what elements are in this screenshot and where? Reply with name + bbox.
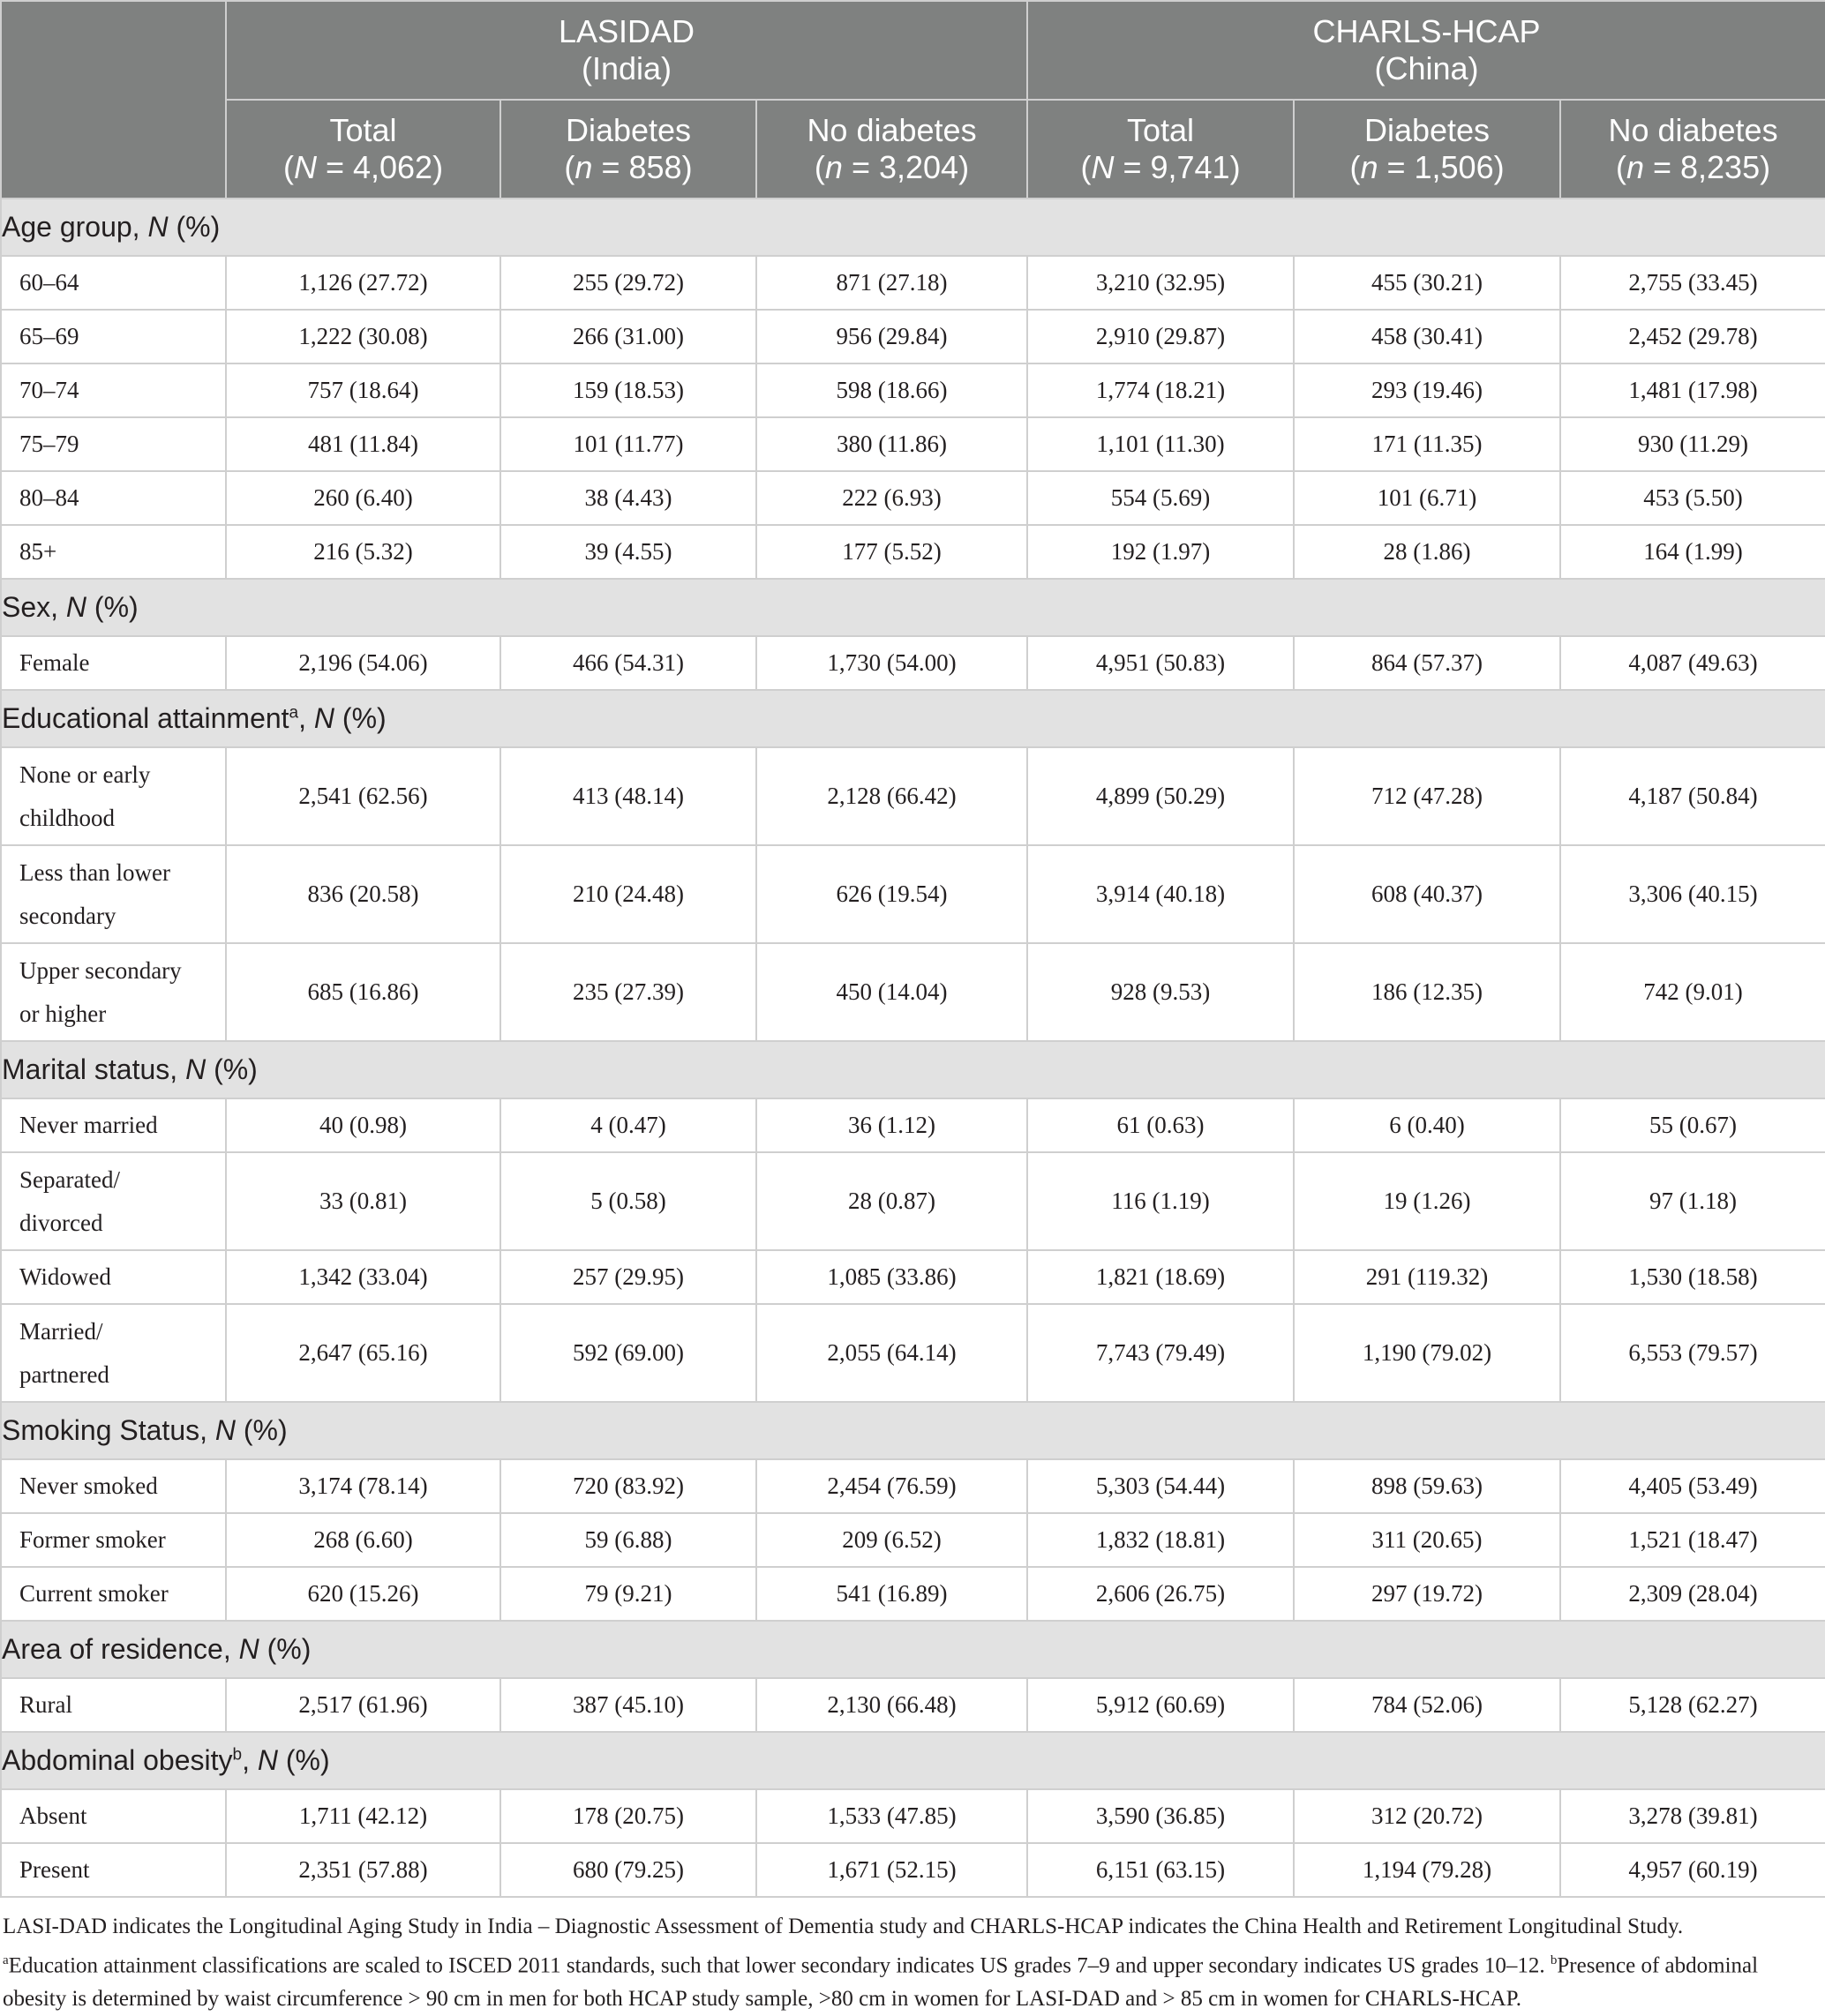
value-cell: 1,521 (18.47)	[1560, 1513, 1825, 1567]
row-label-text: 80–84	[19, 484, 79, 511]
value-cell: 192 (1.97)	[1027, 525, 1294, 579]
section-unit-suffix: (%)	[259, 1633, 312, 1665]
value-cell: 297 (19.72)	[1294, 1567, 1560, 1621]
value-cell: 5,912 (60.69)	[1027, 1678, 1294, 1732]
row-label	[1, 1459, 226, 1513]
value-cell: 177 (5.52)	[756, 525, 1027, 579]
column-header: Total (N = 9,741)	[1027, 100, 1294, 199]
group-country: (China)	[1374, 50, 1479, 86]
row-label	[1, 747, 226, 845]
row-label-text: 75–79	[19, 431, 79, 457]
value-cell: 1,832 (18.81)	[1027, 1513, 1294, 1567]
value-cell: 6,553 (79.57)	[1560, 1304, 1825, 1402]
row-label	[1, 1304, 226, 1402]
section-title: Educational attainment$^a$, N (%)	[1, 690, 1825, 747]
value-cell: 742 (9.01)	[1560, 943, 1825, 1041]
count-value: 8,235	[1680, 149, 1761, 185]
column-header: Total (N = 4,062)	[226, 100, 500, 199]
value-cell: 757 (18.64)	[226, 363, 500, 417]
value-cell: 2,454 (76.59)	[756, 1459, 1027, 1513]
section-title-text: Smoking Status	[2, 1414, 200, 1446]
value-cell: 1,101 (11.30)	[1027, 417, 1294, 471]
footnote-marker: b	[1550, 1953, 1558, 1967]
section-unit-suffix: (%)	[86, 591, 139, 623]
row-label	[1, 363, 226, 417]
count-symbol: n	[1626, 149, 1644, 185]
value-cell: 2,128 (66.42)	[756, 747, 1027, 845]
row-label	[1, 310, 226, 363]
row-label-text: divorced	[19, 1209, 103, 1236]
value-cell: 5,303 (54.44)	[1027, 1459, 1294, 1513]
value-cell: 620 (15.26)	[226, 1567, 500, 1621]
count-symbol: n	[1360, 149, 1378, 185]
section-header-row	[1, 1041, 1825, 1098]
section-title: Area of residence, N (%)	[1, 1621, 1825, 1678]
value-cell: 466 (54.31)	[500, 636, 756, 690]
row-label	[1, 1098, 226, 1152]
table-row	[1, 1459, 1825, 1513]
value-cell: 1,222 (30.08)	[226, 310, 500, 363]
row-label-text: Female	[19, 649, 90, 676]
value-cell: 171 (11.35)	[1294, 417, 1560, 471]
value-cell: 4,405 (53.49)	[1560, 1459, 1825, 1513]
section-unit-suffix: (%)	[236, 1414, 288, 1446]
row-label	[1, 1152, 226, 1250]
value-cell: 36 (1.12)	[756, 1098, 1027, 1152]
column-header: Diabetes (n = 858)	[500, 100, 756, 199]
value-cell: 260 (6.40)	[226, 471, 500, 525]
value-cell: 2,910 (29.87)	[1027, 310, 1294, 363]
value-cell: 930 (11.29)	[1560, 417, 1825, 471]
value-cell: 311 (20.65)	[1294, 1513, 1560, 1567]
value-cell: 312 (20.72)	[1294, 1789, 1560, 1843]
value-cell: 209 (6.52)	[756, 1513, 1027, 1567]
value-cell: 450 (14.04)	[756, 943, 1027, 1041]
row-label-text: partnered	[19, 1360, 109, 1388]
value-cell: 481 (11.84)	[226, 417, 500, 471]
value-cell: 7,743 (79.49)	[1027, 1304, 1294, 1402]
value-cell: 458 (30.41)	[1294, 310, 1560, 363]
footnote-marker: a	[289, 703, 299, 723]
table-row	[1, 943, 1825, 1041]
value-cell: 453 (5.50)	[1560, 471, 1825, 525]
row-label-text: Upper secondary	[19, 956, 182, 984]
value-cell: 2,452 (29.78)	[1560, 310, 1825, 363]
value-cell: 1,481 (17.98)	[1560, 363, 1825, 417]
value-cell: 38 (4.43)	[500, 471, 756, 525]
value-cell: 235 (27.39)	[500, 943, 756, 1041]
value-cell: 28 (0.87)	[756, 1152, 1027, 1250]
value-cell: 6,151 (63.15)	[1027, 1843, 1294, 1897]
count-symbol: N	[293, 149, 317, 185]
value-cell: 1,194 (79.28)	[1294, 1843, 1560, 1897]
row-label-text: Never smoked	[19, 1473, 158, 1499]
row-label	[1, 636, 226, 690]
value-cell: 178 (20.75)	[500, 1789, 756, 1843]
value-cell: 3,174 (78.14)	[226, 1459, 500, 1513]
value-cell: 380 (11.86)	[756, 417, 1027, 471]
row-label	[1, 1250, 226, 1304]
table-row	[1, 417, 1825, 471]
row-label-text: 60–64	[19, 269, 79, 296]
value-cell: 257 (29.95)	[500, 1250, 756, 1304]
value-cell: 1,085 (33.86)	[756, 1250, 1027, 1304]
table-row	[1, 1152, 1825, 1250]
value-cell: 1,533 (47.85)	[756, 1789, 1027, 1843]
value-cell: 608 (40.37)	[1294, 845, 1560, 943]
section-unit: N	[214, 1414, 236, 1446]
column-name: Diabetes	[565, 112, 692, 148]
section-title-text: Sex	[2, 591, 51, 623]
footnote-marker: a	[3, 1953, 9, 1967]
value-cell: 39 (4.55)	[500, 525, 756, 579]
section-title-text: Marital status	[2, 1053, 170, 1085]
value-cell: 1,730 (54.00)	[756, 636, 1027, 690]
row-label	[1, 417, 226, 471]
value-cell: 2,517 (61.96)	[226, 1678, 500, 1732]
value-cell: 2,130 (66.48)	[756, 1678, 1027, 1732]
row-label-text: or higher	[19, 1000, 107, 1027]
value-cell: 626 (19.54)	[756, 845, 1027, 943]
value-cell: 685 (16.86)	[226, 943, 500, 1041]
value-cell: 97 (1.18)	[1560, 1152, 1825, 1250]
row-label	[1, 845, 226, 943]
count-symbol: N	[1091, 149, 1115, 185]
value-cell: 2,196 (54.06)	[226, 636, 500, 690]
value-cell: 222 (6.93)	[756, 471, 1027, 525]
section-header-row	[1, 690, 1825, 747]
count-symbol: n	[824, 149, 843, 185]
value-cell: 3,210 (32.95)	[1027, 256, 1294, 310]
row-label	[1, 1843, 226, 1897]
section-title: Smoking Status, N (%)	[1, 1402, 1825, 1459]
value-cell: 159 (18.53)	[500, 363, 756, 417]
section-unit-suffix: (%)	[168, 211, 221, 243]
group-name: LASIDAD	[558, 13, 695, 49]
footnote-marker: b	[232, 1745, 243, 1765]
row-label-text: 85+	[19, 538, 57, 565]
row-label-text: Absent	[19, 1802, 87, 1829]
table-row	[1, 636, 1825, 690]
table-row	[1, 1304, 1825, 1402]
value-cell: 2,755 (33.45)	[1560, 256, 1825, 310]
row-label	[1, 256, 226, 310]
value-cell: 720 (83.92)	[500, 1459, 756, 1513]
value-cell: 387 (45.10)	[500, 1678, 756, 1732]
count-value: 858	[628, 149, 682, 185]
row-label	[1, 1678, 226, 1732]
value-cell: 836 (20.58)	[226, 845, 500, 943]
row-label-text: 65–69	[19, 323, 79, 349]
table-row	[1, 363, 1825, 417]
value-cell: 1,821 (18.69)	[1027, 1250, 1294, 1304]
footnote-obesity: Presence of abdominal obesity is determined by waist circumference > 90 cm in men for both HCAP study sample, >80 cm in women for LASI-DAD and > 85 cm in women for CHARLS-HCAP.	[3, 1953, 1759, 2012]
value-cell: 2,351 (57.88)	[226, 1843, 500, 1897]
value-cell: 293 (19.46)	[1294, 363, 1560, 417]
value-cell: 55 (0.67)	[1560, 1098, 1825, 1152]
section-header-row	[1, 1621, 1825, 1678]
column-name: No diabetes	[807, 112, 977, 148]
section-unit: N	[238, 1633, 259, 1665]
table-row	[1, 1678, 1825, 1732]
row-label	[1, 525, 226, 579]
section-header-row	[1, 1732, 1825, 1789]
value-cell: 291 (119.32)	[1294, 1250, 1560, 1304]
value-cell: 19 (1.26)	[1294, 1152, 1560, 1250]
table-row	[1, 1098, 1825, 1152]
value-cell: 4,957 (60.19)	[1560, 1843, 1825, 1897]
value-cell: 680 (79.25)	[500, 1843, 756, 1897]
section-unit-suffix: (%)	[334, 702, 387, 734]
section-title: Marital status, N (%)	[1, 1041, 1825, 1098]
count-value: 4,062	[352, 149, 433, 185]
value-cell: 455 (30.21)	[1294, 256, 1560, 310]
table-row	[1, 1567, 1825, 1621]
section-title-text: Educational attainment	[2, 702, 289, 734]
column-name: Diabetes	[1363, 112, 1491, 148]
count-value: 9,741	[1150, 149, 1230, 185]
value-cell: 2,647 (65.16)	[226, 1304, 500, 1402]
value-cell: 554 (5.69)	[1027, 471, 1294, 525]
value-cell: 784 (52.06)	[1294, 1678, 1560, 1732]
value-cell: 4 (0.47)	[500, 1098, 756, 1152]
value-cell: 4,087 (49.63)	[1560, 636, 1825, 690]
footnote-abbreviations: LASI-DAD indicates the Longitudinal Aging Study in India – Diagnostic Assessment of Dementia study and CHARLS-HCAP indicates the China Health and Retirement Longitudinal Study.	[3, 1915, 1684, 1938]
value-cell: 101 (6.71)	[1294, 471, 1560, 525]
section-title-text: Age group	[2, 211, 132, 243]
value-cell: 3,590 (36.85)	[1027, 1789, 1294, 1843]
value-cell: 3,914 (40.18)	[1027, 845, 1294, 943]
section-title: Sex, N (%)	[1, 579, 1825, 636]
section-header-row	[1, 579, 1825, 636]
section-header-row	[1, 199, 1825, 256]
table-row	[1, 471, 1825, 525]
section-title-text: Area of residence	[2, 1633, 223, 1665]
table-row	[1, 310, 1825, 363]
row-label-text: Widowed	[19, 1263, 111, 1290]
value-cell: 712 (47.28)	[1294, 747, 1560, 845]
row-label-text: childhood	[19, 804, 115, 831]
table-row	[1, 1843, 1825, 1897]
row-label-text: 70–74	[19, 377, 79, 403]
row-label-text: None or early	[19, 761, 151, 788]
value-cell: 255 (29.72)	[500, 256, 756, 310]
value-cell: 864 (57.37)	[1294, 636, 1560, 690]
column-header: No diabetes (n = 3,204)	[756, 100, 1027, 199]
section-unit: N	[147, 211, 169, 243]
value-cell: 164 (1.99)	[1560, 525, 1825, 579]
table-row	[1, 1789, 1825, 1843]
value-cell: 928 (9.53)	[1027, 943, 1294, 1041]
count-value: 3,204	[878, 149, 959, 185]
section-title-text: Abdominal obesity	[2, 1744, 233, 1776]
value-cell: 5,128 (62.27)	[1560, 1678, 1825, 1732]
row-label-text: secondary	[19, 902, 116, 929]
value-cell: 266 (31.00)	[500, 310, 756, 363]
group-header-charls	[1027, 1, 1825, 100]
value-cell: 28 (1.86)	[1294, 525, 1560, 579]
column-header: No diabetes (n = 8,235)	[1560, 100, 1825, 199]
table-body	[1, 199, 1825, 1897]
value-cell: 210 (24.48)	[500, 845, 756, 943]
value-cell: 1,190 (79.02)	[1294, 1304, 1560, 1402]
value-cell: 268 (6.60)	[226, 1513, 500, 1567]
value-cell: 956 (29.84)	[756, 310, 1027, 363]
row-label-text: Present	[19, 1856, 90, 1883]
corner-cell	[1, 1, 226, 199]
row-label	[1, 1567, 226, 1621]
group-name: CHARLS-HCAP	[1312, 13, 1541, 49]
value-cell: 541 (16.89)	[756, 1567, 1027, 1621]
value-cell: 1,711 (42.12)	[226, 1789, 500, 1843]
row-label-text: Current smoker	[19, 1580, 169, 1607]
value-cell: 2,606 (26.75)	[1027, 1567, 1294, 1621]
value-cell: 413 (48.14)	[500, 747, 756, 845]
value-cell: 871 (27.18)	[756, 256, 1027, 310]
value-cell: 3,278 (39.81)	[1560, 1789, 1825, 1843]
column-header-row	[1, 100, 1825, 199]
value-cell: 1,774 (18.21)	[1027, 363, 1294, 417]
value-cell: 5 (0.58)	[500, 1152, 756, 1250]
column-header: Diabetes (n = 1,506)	[1294, 100, 1560, 199]
value-cell: 898 (59.63)	[1294, 1459, 1560, 1513]
value-cell: 592 (69.00)	[500, 1304, 756, 1402]
value-cell: 2,055 (64.14)	[756, 1304, 1027, 1402]
row-label-text: Less than lower	[19, 858, 170, 886]
group-header-row	[1, 1, 1825, 100]
row-label	[1, 471, 226, 525]
value-cell: 116 (1.19)	[1027, 1152, 1294, 1250]
value-cell: 186 (12.35)	[1294, 943, 1560, 1041]
value-cell: 2,541 (62.56)	[226, 747, 500, 845]
count-symbol: n	[575, 149, 593, 185]
value-cell: 4,951 (50.83)	[1027, 636, 1294, 690]
table-row	[1, 747, 1825, 845]
row-label	[1, 1513, 226, 1567]
table-row	[1, 1250, 1825, 1304]
group-country: (India)	[581, 50, 672, 86]
value-cell: 1,530 (18.58)	[1560, 1250, 1825, 1304]
value-cell: 1,342 (33.04)	[226, 1250, 500, 1304]
value-cell: 2,309 (28.04)	[1560, 1567, 1825, 1621]
value-cell: 3,306 (40.15)	[1560, 845, 1825, 943]
section-unit: N	[313, 702, 335, 734]
section-unit-suffix: (%)	[206, 1053, 258, 1085]
value-cell: 1,671 (52.15)	[756, 1843, 1027, 1897]
section-unit-suffix: (%)	[277, 1744, 330, 1776]
row-label-text: Rural	[19, 1691, 72, 1718]
group-header-lasidad	[226, 1, 1027, 100]
value-cell: 216 (5.32)	[226, 525, 500, 579]
row-label	[1, 1789, 226, 1843]
section-unit: N	[65, 591, 87, 623]
table-row	[1, 525, 1825, 579]
row-label-text: Separated/	[19, 1165, 120, 1193]
row-label	[1, 943, 226, 1041]
section-title: Abdominal obesity$^b$, N (%)	[1, 1732, 1825, 1789]
value-cell: 4,187 (50.84)	[1560, 747, 1825, 845]
value-cell: 1,126 (27.72)	[226, 256, 500, 310]
column-name: No diabetes	[1608, 112, 1778, 148]
section-unit: N	[185, 1053, 207, 1085]
table-footnotes	[3, 1910, 1821, 2016]
table-row	[1, 256, 1825, 310]
value-cell: 61 (0.63)	[1027, 1098, 1294, 1152]
footnote-education: Education attainment classifications are scaled to ISCED 2011 standards, such that lower secondary indicates US grades 7–9 and upper secondary indicates US grades 10–12.	[8, 1953, 1551, 1978]
value-cell: 598 (18.66)	[756, 363, 1027, 417]
value-cell: 101 (11.77)	[500, 417, 756, 471]
value-cell: 79 (9.21)	[500, 1567, 756, 1621]
section-title: Age group, N (%)	[1, 199, 1825, 256]
row-label-text: Married/	[19, 1317, 103, 1345]
column-name: Total	[329, 112, 397, 148]
value-cell: 59 (6.88)	[500, 1513, 756, 1567]
value-cell: 6 (0.40)	[1294, 1098, 1560, 1152]
value-cell: 33 (0.81)	[226, 1152, 500, 1250]
value-cell: 40 (0.98)	[226, 1098, 500, 1152]
row-label-text: Former smoker	[19, 1526, 166, 1553]
section-header-row	[1, 1402, 1825, 1459]
count-value: 1,506	[1414, 149, 1494, 185]
table-row	[1, 845, 1825, 943]
row-label-text: Never married	[19, 1112, 158, 1138]
table-row	[1, 1513, 1825, 1567]
value-cell: 4,899 (50.29)	[1027, 747, 1294, 845]
section-unit: N	[257, 1744, 278, 1776]
column-name: Total	[1126, 112, 1195, 148]
